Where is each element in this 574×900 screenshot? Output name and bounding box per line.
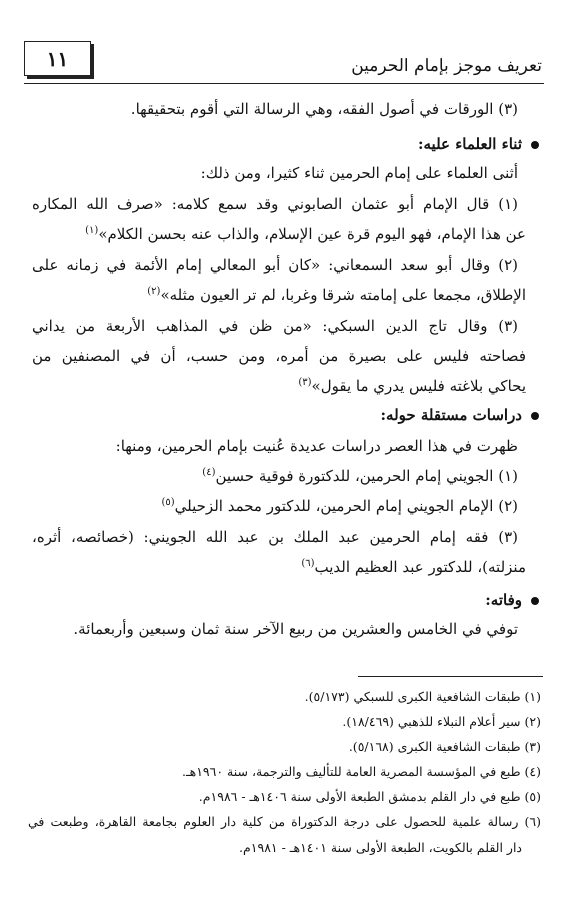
footnote: (٢) سير أعلام النبلاء للذهبي (١٨/٤٦٩).	[342, 714, 541, 729]
heading-text: ثناء العلماء عليه:	[417, 135, 522, 153]
body-text: منزلته)، للدكتور عبد العظيم الديب	[314, 558, 526, 576]
footnote-ref: (٢)	[147, 286, 161, 297]
footnote-ref: (٤)	[202, 467, 216, 478]
bullet-icon	[531, 412, 539, 420]
footnote: (١) طبقات الشافعية الكبرى للسبكي (٥/١٧٣).	[304, 689, 541, 704]
footnote-ref: (١)	[85, 225, 99, 236]
footnote-continuation: دار القلم بالكويت، الطبعة الأولى سنة ١٤٠١هـ - ١٩٨١م.	[239, 840, 522, 855]
body-text: يحاكي بلاغته فليس يدري ما يقول»	[311, 377, 526, 395]
footnote-ref: (٣)	[298, 377, 312, 388]
section-heading-studies	[32, 405, 539, 425]
section-heading-praise	[32, 134, 539, 154]
bullet-icon	[531, 597, 539, 605]
body-line: أثنى العلماء على إمام الحرمين ثناء كثيرا، ومن ذلك:	[200, 164, 518, 182]
body-line	[32, 466, 518, 486]
section-heading-death	[32, 590, 539, 610]
footnote-ref: (٦)	[301, 558, 315, 569]
footnote: (٦) رسالة علمية للحصول على درجة الدكتوراة من كلية دار العلوم بجامعة القاهرة، وطبعت في	[28, 814, 541, 829]
body-line: (٢) وقال أبو سعد السمعاني: «كان أبو المعالي إمام الأئمة في زمانه على	[32, 256, 518, 274]
body-text: (١) الجويني إمام الحرمين، للدكتورة فوقية حسين	[215, 467, 518, 485]
body-line: (٣) الورقات في أصول الفقه، وهي الرسالة التي أقوم بتحقيقها.	[130, 100, 518, 118]
body-line: (١) قال الإمام أبو عثمان الصابوني وقد سمع كلامه: «صرف الله المكاره	[32, 195, 518, 213]
footnote: (٣) طبقات الشافعية الكبرى (٥/١٦٨).	[348, 739, 541, 754]
footnote: (٥) طبع في دار القلم بدمشق الطبعة الأولى سنة ١٤٠٦هـ - ١٩٨٦م.	[198, 789, 541, 804]
body-line	[32, 557, 526, 577]
body-text: عن هذا الإمام، فهو اليوم قرة عين الإسلام، والذاب عنه بحسن الكلام»	[98, 225, 526, 243]
body-line	[32, 496, 518, 516]
bullet-icon	[531, 141, 539, 149]
heading-text: وفاته:	[485, 591, 522, 609]
heading-text: دراسات مستقلة حوله:	[380, 406, 522, 424]
body-line	[32, 224, 526, 244]
body-text: الإطلاق، مجمعا على إمامته شرقا وغربا، لم تر العيون مثله»	[160, 286, 526, 304]
footnote-ref: (٥)	[161, 497, 175, 508]
header-rule	[24, 83, 544, 84]
running-header: تعريف موجز بإمام الحرمين	[351, 56, 542, 76]
body-line: (٣) فقه إمام الحرمين عبد الملك بن عبد الله الجويني: (خصائصه، أثره،	[32, 528, 518, 546]
footnote: (٤) طبع في المؤسسة المصرية العامة للتأليف والترجمة، سنة ١٩٦٠هـ.	[181, 764, 541, 779]
body-line	[32, 285, 526, 305]
body-line: ظهرت في هذا العصر دراسات عديدة عُنيت بإمام الحرمين، ومنها:	[115, 437, 518, 455]
body-line: توفي في الخامس والعشرين من ربيع الآخر سنة ثمان وسبعين وأربعمائة.	[73, 620, 518, 638]
body-line: فصاحته فليس على بصيرة من أمره، ومن حسب، أن في المصنفين من	[32, 347, 526, 365]
body-line	[32, 376, 526, 396]
footnote-separator	[358, 676, 543, 677]
page-number: ١١	[24, 41, 91, 76]
body-text: (٢) الإمام الجويني إمام الحرمين، للدكتور محمد الزحيلي	[174, 497, 518, 515]
body-line: (٣) وقال تاج الدين السبكي: «من ظن في المذاهب الأربعة من يداني	[32, 317, 518, 335]
